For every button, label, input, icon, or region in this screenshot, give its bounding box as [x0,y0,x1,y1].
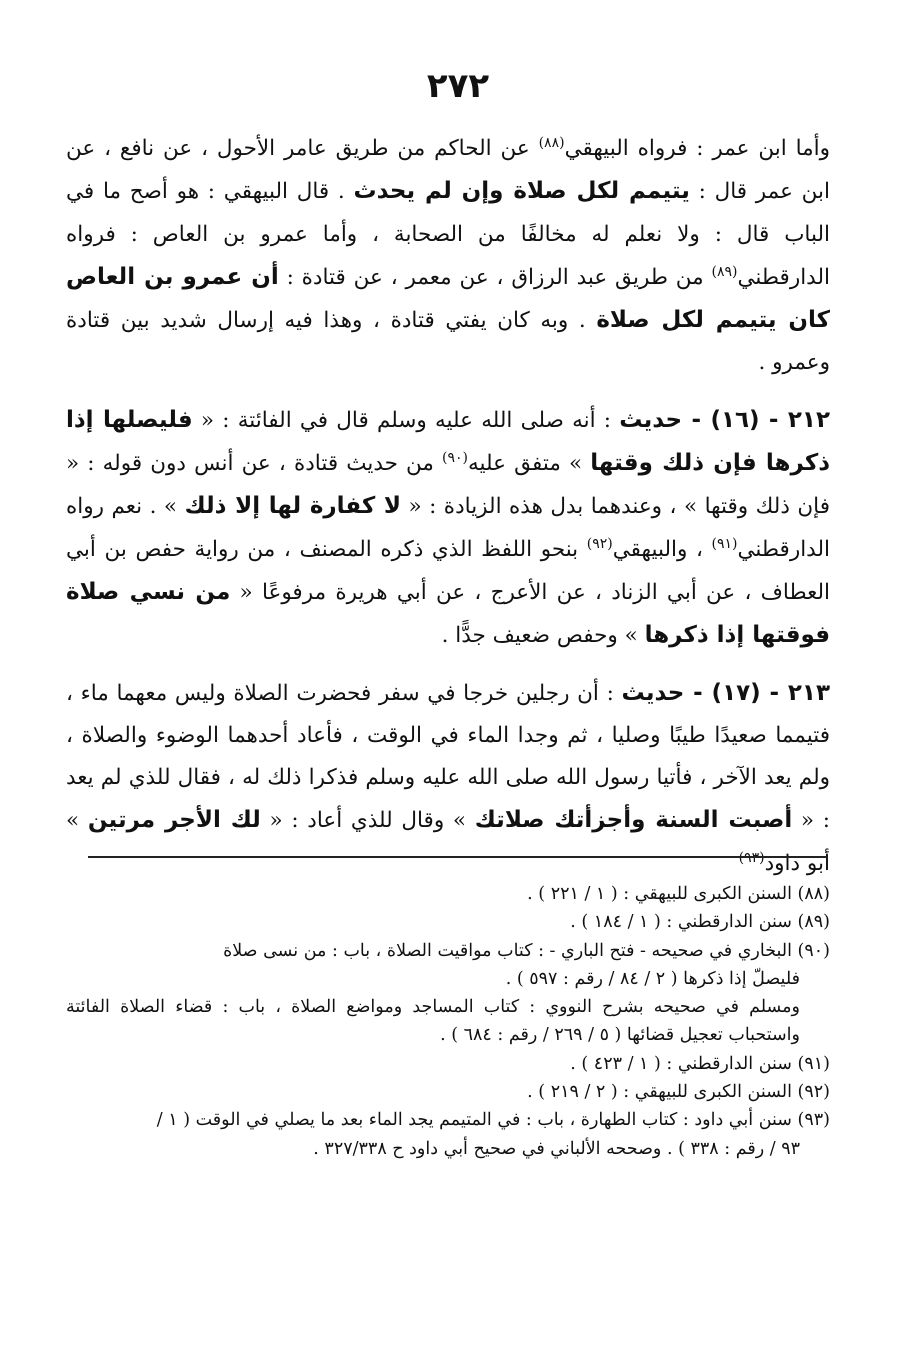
page-number: ٢٧٢ [426,66,490,106]
footnote-90-muslim: ومسلم في صحيحه بشرح النووي : كتاب المساجد ومواضع الصلاة ، باب : قضاء الصلاة الفائتة واستحباب تعجيل قضائها ( ٥ / ٢٦٩ / رقم : ٦٨٤ ) . [66,997,800,1046]
footnote-ref-90: (٩٠) [442,449,468,466]
quote-bold: لك الأجر مرتين [87,807,261,834]
footnote-88: (٨٨) السنن الكبرى للبيهقي : ( ١ / ٢٢١ ) . [527,884,830,904]
footnotes [66,880,830,1163]
quote-bold: أصبت السنة وأجزأتك صلاتك [474,807,793,834]
paragraph-hadith-212: ٢١٢ - (١٦) - حديث : أنه صلى الله عليه وسلم قال في الفائتة : « فليصلها إذا ذكرها فإن ذلك وقتها » متفق عليه$^{(٩٠)}$ من حديث قتادة ، عن أنس دون قوله : « فإن ذلك وقتها » ، وعندهما بدل هذه الزيادة : « لا كفارة لها إلا ذلك » . نعم رواه الدارقطني$^{(٩١)}$ ، والبيهقي$^{(٩٢)}$ بنحو اللفظ الذي ذكره المصنف ، من رواية حفص بن أبي العطاف ، عن أبي الزناد ، عن الأعرج ، عن أبي هريرة مرفوعًا « من نسي صلاة فوقتها إذا ذكرها » وحفص ضعيف جدًّا . [66,406,830,649]
main-text [66,128,830,885]
paragraph-ibn-umar: وأما ابن عمر : فرواه البيهقي$^{(٨٨)}$ عن الحاكم من طريق عامر الأحول ، عن نافع ، عن ابن عمر قال : يتيمم لكل صلاة وإن لم يحدث . قال البيهقي : هو أصح ما في الباب قال : ولا نعلم له مخالفًا من الصحابة ، وأما عمرو بن العاص : فرواه الدارقطني$^{(٨٩)}$ من طريق عبد الرزاق ، عن معمر ، عن قتادة : أن عمرو بن العاص كان يتيمم لكل صلاة . وبه كان يفتي قتادة ، وهذا فيه إرسال شديد بين قتادة وعمرو . [66,134,830,376]
hadith-number: ٢١٣ - (١٧) - حديث [621,679,831,706]
footnote-ref-92: (٩٢) [586,535,613,552]
footnote-92: (٩٢) السنن الكبرى للبيهقي : ( ٢ / ٢١٩ ) . [527,1082,830,1103]
footnote-91: (٩١) سنن الدارقطني : ( ١ / ٤٢٣ ) . [570,1053,830,1074]
footnote-ref-93: (٩٣) [738,849,765,866]
paragraph-hadith-213: ٢١٣ - (١٧) - حديث : أن رجلين خرجا في سفر فحضرت الصلاة وليس معهما ماء ، فتيمما صعيدًا طيبًا وصليا ، ثم وجدا الماء في الوقت ، فأعاد أحدهما الوضوء والصلاة ، ولم يعد الآخر ، فأتيا رسول الله صلى الله عليه وسلم فذكرا ذلك له ، فقال للذي لم يعد : « أصبت السنة وأجزأتك صلاتك » وقال للذي أعاد : « لك الأجر مرتين » أبو داود$^{(٩٣)}$ [66,679,831,876]
footnote-ref-89: (٨٩) [711,263,738,280]
footnote-90-continued: فليصلّ إذا ذكرها ( ٢ / ٨٤ / رقم : ٥٩٧ ) . [505,968,800,989]
quote-bold: فليصلها إذا ذكرها فإن ذلك وقتها [66,406,830,477]
quote-bold: يتيمم لكل صلاة وإن لم يحدث [353,178,690,205]
quote-bold: أن عمرو بن العاص كان يتيمم لكل صلاة [66,263,830,334]
footnote-93-continued: ٩٣ / رقم : ٣٣٨ ) . وصححه الألباني في صحيح أبي داود ح ٣٢٧/٣٣٨ . [313,1138,800,1159]
hadith-number: ٢١٢ - (١٦) - حديث [619,406,830,433]
footnote-ref-88: (٨٨) [538,134,565,151]
quote-bold: من نسي صلاة فوقتها إذا ذكرها [66,578,830,649]
footnote-93: (٩٣) سنن أبي داود : كتاب الطهارة ، باب : في المتيمم يجد الماء بعد ما يصلي في الوقت ( ١ / [156,1110,830,1131]
footnote-90: (٩٠) البخاري في صحيحه - فتح الباري - : كتاب مواقيت الصلاة ، باب : من نسى صلاة [223,940,830,961]
footnote-divider [88,856,828,858]
footnote-ref-91: (٩١) [711,535,738,552]
quote-bold: لا كفارة لها إلا ذلك [184,493,401,520]
footnote-89: (٨٩) سنن الدارقطني : ( ١ / ١٨٤ ) . [570,912,830,933]
